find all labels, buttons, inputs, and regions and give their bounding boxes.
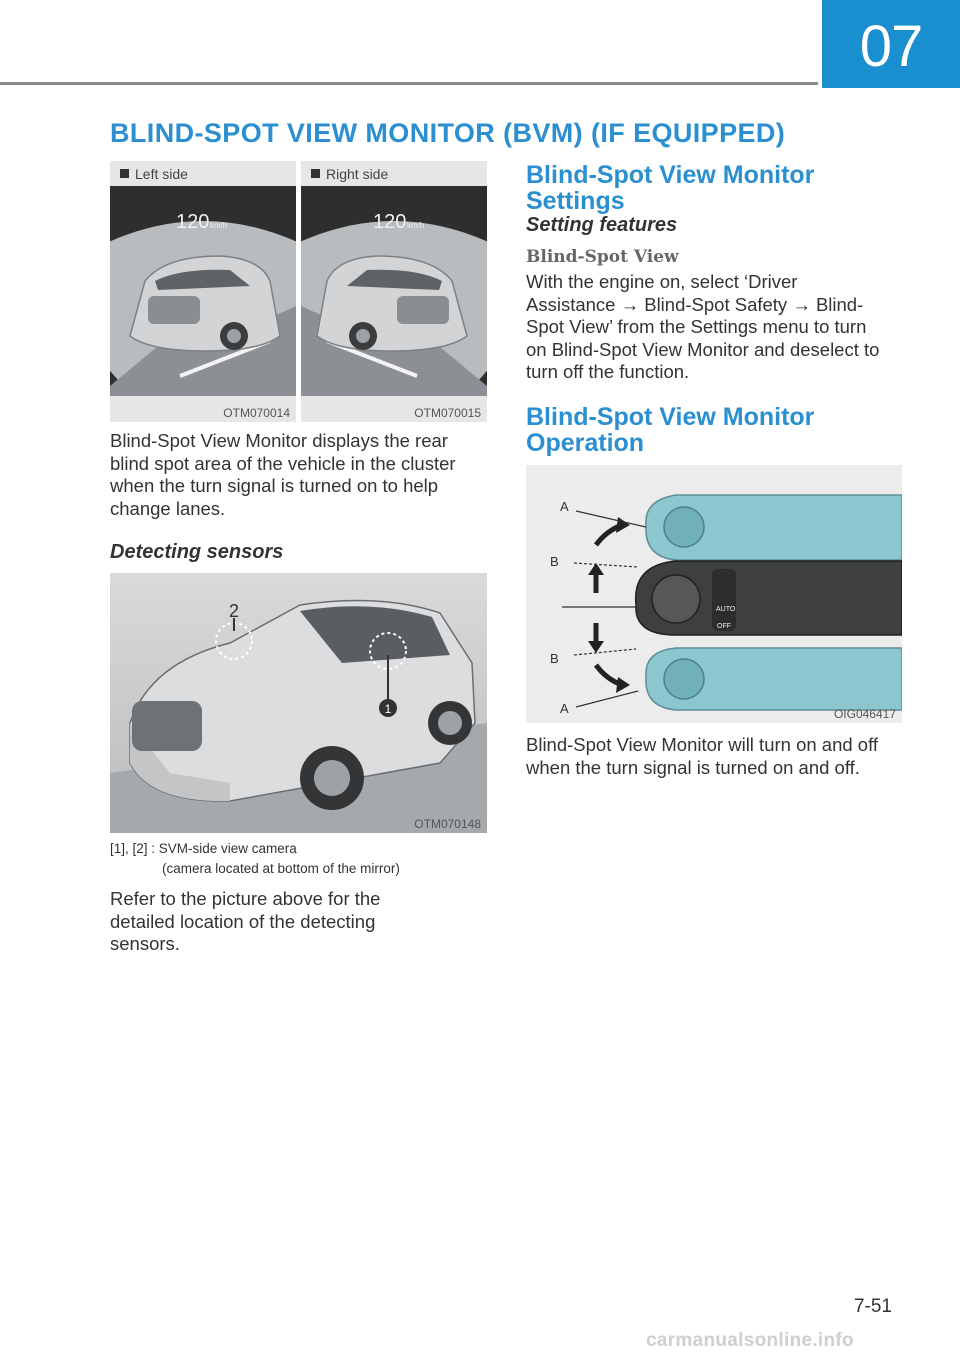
figure-code: OTM070015	[414, 406, 481, 420]
speed-unit: km/h	[407, 221, 425, 230]
auto-label: AUTO	[716, 606, 736, 613]
figure-code: OIG046417	[833, 707, 896, 721]
settings-paragraph: With the engine on, select ‘Driver Assistance → Blind-Spot Safety → Blind-Spot View’ from the Settings menu to turn on Blind-Spot View Monitor and deselect to turn off the function.	[526, 271, 880, 382]
speed-readout: 120	[176, 211, 210, 233]
figure-right-side	[301, 161, 487, 422]
position-a-top-label: A	[560, 499, 569, 514]
marker-1-label: 1	[384, 702, 392, 716]
watermark: carmanualsonline.info	[646, 1330, 854, 1351]
position-a-bottom-label: A	[560, 701, 569, 716]
section-title: BLIND-SPOT VIEW MONITOR (BVM) (IF EQUIPPED)	[110, 118, 786, 148]
marker-2-label: 2	[228, 601, 240, 621]
turn-signal-lever-image	[526, 465, 902, 723]
figure-label: Left side	[120, 166, 188, 182]
settings-heading: Blind-Spot View Monitor Settings	[526, 161, 815, 215]
intro-paragraph: Blind-Spot View Monitor displays the rear blind spot area of the vehicle in the cluster when the turn signal is turned on to help change lanes.	[110, 430, 456, 519]
right-side-camera-view-image	[301, 186, 487, 396]
operation-heading: Blind-Spot View Monitor Operation	[526, 403, 815, 457]
detecting-sensors-heading: Detecting sensors	[110, 541, 284, 563]
vehicle-sensor-image	[110, 573, 487, 833]
speed-unit: km/h	[210, 221, 228, 230]
position-b-top-label: B	[550, 554, 559, 569]
figure-code: OTM070014	[223, 406, 290, 420]
setting-features-heading: Setting features	[526, 214, 678, 236]
figure-turn-signal-lever	[526, 465, 902, 723]
header-rule	[0, 82, 818, 85]
figure-sensor-locations	[110, 573, 487, 833]
operation-paragraph: Blind-Spot View Monitor will turn on and off when the turn signal is turned on and off.	[526, 734, 879, 778]
page-number: 7-51	[853, 1296, 892, 1317]
position-b-bottom-label: B	[550, 651, 559, 666]
bullet-square-icon	[120, 169, 129, 178]
bullet-square-icon	[311, 169, 320, 178]
blind-spot-view-subheading: Blind-Spot View	[526, 247, 679, 267]
figure-label: Right side	[311, 166, 388, 182]
refer-paragraph: Refer to the picture above for the detailed location of the detecting sensors.	[110, 888, 381, 954]
speed-readout: 120	[373, 211, 407, 233]
chapter-number-tab: 07	[822, 0, 960, 88]
off-label: OFF	[717, 623, 731, 630]
figure-code: OTM070148	[414, 817, 481, 831]
left-side-camera-view-image	[110, 186, 296, 396]
sensor-note-line1: [1], [2] : SVM-side view camera	[110, 841, 297, 856]
sensor-note-line2: (camera located at bottom of the mirror)	[162, 861, 400, 876]
figure-left-side	[110, 161, 296, 422]
